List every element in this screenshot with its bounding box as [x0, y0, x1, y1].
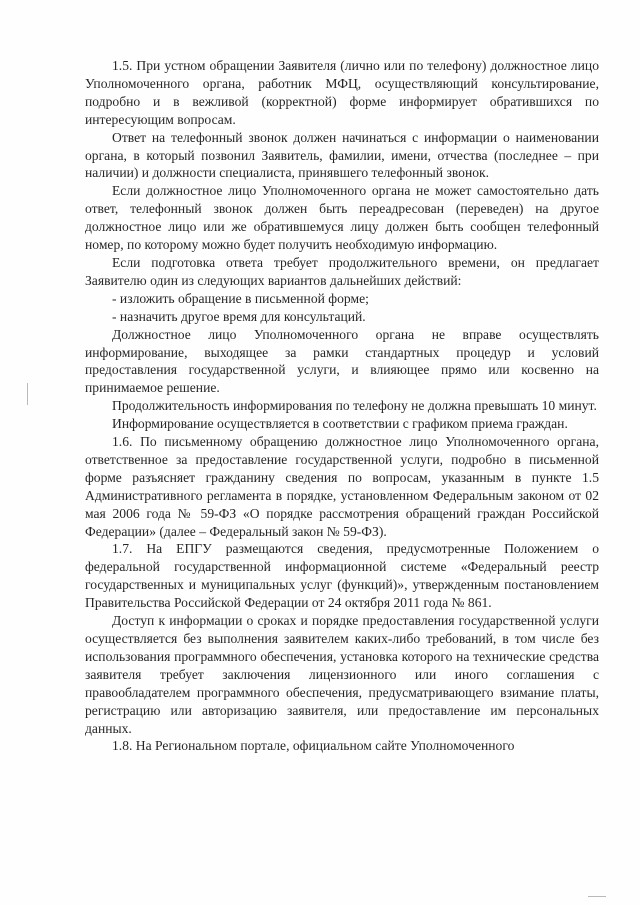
paragraph-1-5: 1.5. При устном обращении Заявителя (лично или по телефону) должностное лицо Уполномоченного органа, работник МФЦ, осуществляющий консультирование, подробно и в вежливой (корректной) форме информирует обратившихся по интересующим вопросам.	[85, 58, 599, 127]
list-item: - назначить другое время для консультаций.	[112, 308, 366, 324]
list-item: - изложить обращение в письменной форме;	[112, 290, 369, 306]
paragraph-redirect: Если должностное лицо Уполномоченного органа не может самостоятельно дать ответ, телефонный звонок должен быть переадресован (переведен) на другое должностное лицо или же обратившемуся лицу должен быть сообщен телефонный номер, по которому можно будет получить необходимую информацию.	[85, 183, 599, 253]
scan-mark-bottom-right	[588, 896, 606, 897]
scan-mark-left	[27, 383, 28, 405]
paragraph-1-6: 1.6. По письменному обращению должностное лицо Уполномоченного органа, ответственное за предоставление государственной услуги, подробно в письменной форме разъясняет гражданину сведения по вопросам, указанным в пункте 1.5 Административного регламента в порядке, установленном Федеральным законом от 02 мая 2006 года № 59-ФЗ «О порядке рассмотрения обращений граждан Российской Федерации» (далее – Федеральный закон № 59-ФЗ).	[85, 434, 599, 539]
document-body	[85, 57, 599, 755]
paragraph-access: Доступ к информации о сроках и порядке предоставления государственной услуги осуществляется без выполнения заявителем каких-либо требований, в том числе без использования программного обеспечения, установка которого на технические средства заявителя требует заключения лицензионного или иного соглашения с правообладателем программного обеспечения, предусматривающего взимание платы, регистрацию или авторизацию заявителя, или предоставление им персональных данных.	[85, 613, 599, 736]
paragraph-schedule: Информирование осуществляется в соответствии с графиком приема граждан.	[112, 416, 568, 432]
paragraph-phone-answer: Ответ на телефонный звонок должен начинаться с информации о наименовании органа, в который позвонил Заявитель, фамилии, имени, отчества (последнее – при наличии) и должности специалиста, принявшего телефонный звонок.	[85, 129, 599, 181]
paragraph-limits: Должностное лицо Уполномоченного органа не вправе осуществлять информирование, выходящее за рамки стандартных процедур и условий предоставления государственной услуги, и влияющее прямо или косвенно на принимаемое решение.	[85, 326, 599, 396]
paragraph-1-8: 1.8. На Региональном портале, официальном сайте Уполномоченного	[112, 738, 515, 754]
paragraph-duration: Продолжительность информирования по телефону не должна превышать 10 минут.	[112, 398, 597, 414]
paragraph-1-7: 1.7. На ЕПГУ размещаются сведения, предусмотренные Положением о федеральной государственной информационной системе «Федеральный реестр государственных и муниципальных услуг (функций)», утвержденным постановлением Правительства Российской Федерации от 24 октября 2011 года № 861.	[85, 541, 599, 611]
paragraph-long-answer: Если подготовка ответа требует продолжительного времени, он предлагает Заявителю один из следующих вариантов дальнейших действий:	[85, 254, 599, 288]
